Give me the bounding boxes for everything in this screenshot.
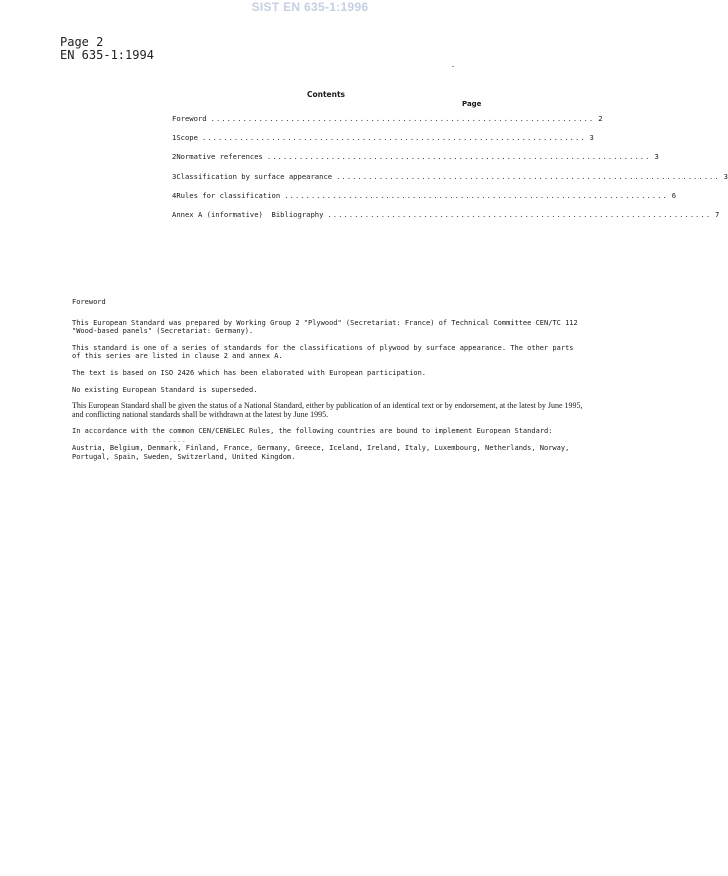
watermark: SIST EN 635-1:1996: [251, 0, 369, 14]
toc-leader-dots: ........................................................................: [266, 152, 651, 162]
toc-entry-page: 3: [723, 171, 728, 181]
foreword-heading: Foreword: [72, 298, 106, 306]
toc-entry-title: Normative references: [176, 152, 263, 162]
foreword-paragraph-cen-rules: In accordance with the common CEN/CENELEC Rules, the following countries are bound to implement European Standard:: [72, 427, 553, 436]
toc-entry-normative-references[interactable]: [172, 152, 659, 171]
foreword-paragraph-national-status: This European Standard shall be given the status of a National Standard, either by publication of an identical text or by endorsement, at the latest by June 1995, and conflicting national standards shall be withdrawn at the latest by June 1995.: [72, 401, 583, 419]
toc-entry-number: 3: [172, 171, 177, 181]
table-of-contents: [172, 114, 728, 229]
foreword-section: [72, 298, 584, 469]
toc-entry-rules[interactable]: [172, 190, 677, 210]
page-header: [60, 36, 154, 62]
scan-mark: ----: [168, 438, 187, 445]
page-column-label: Page: [462, 100, 482, 108]
toc-entry-title: Classification by surface appearance: [176, 171, 333, 181]
toc-entry-annex-a[interactable]: [172, 209, 720, 229]
toc-leader-dots: ........................................................................: [201, 133, 586, 143]
toc-leader-dots: ........................................................................: [210, 114, 595, 123]
toc-entry-page: 3: [589, 133, 594, 143]
toc-entry-foreword[interactable]: [172, 114, 603, 133]
foreword-paragraph-superseded: No existing European Standard is superseded.: [72, 385, 258, 394]
toc-entry-classification[interactable]: [172, 171, 728, 191]
foreword-paragraph-series: This standard is one of a series of standards for the classifications of plywood by surface appearance. The other parts of this series are listed in clause 2 and annex A.: [72, 343, 574, 361]
toc-entry-title: Rules for classification: [176, 190, 281, 200]
toc-entry-number: 1: [172, 133, 177, 143]
foreword-paragraph-countries: Austria, Belgium, Denmark, Finland, France, Germany, Greece, Iceland, Ireland, Italy, Luxembourg, Netherlands, Norway, Portugal, Spain, Sweden, Switzerland, United Kingdom.: [72, 443, 570, 461]
contents-title: Contents: [306, 90, 346, 99]
toc-leader-dots: ........................................................................: [284, 190, 668, 200]
toc-entry-page: 6: [671, 190, 677, 200]
toc-leader-dots: ........................................................................: [336, 171, 720, 181]
toc-entry-number: 2: [172, 152, 177, 162]
toc-entry-page: 7: [715, 209, 720, 219]
toc-entry-number: 4: [172, 190, 177, 200]
toc-leader-dots: ........................................................................: [327, 209, 712, 219]
foreword-paragraph-iso-basis: The text is based on ISO 2426 which has been elaborated with European participation.: [72, 368, 427, 377]
foreword-paragraph-prepared-by: This European Standard was prepared by Working Group 2 "Plywood" (Secretariat: France) of Technical Committee CEN/TC 112 "Wood-based panels" (Secretariat: Germany).: [72, 318, 578, 336]
toc-entry-title: Annex A (informative) Bibliography: [172, 209, 324, 219]
scan-speck: [452, 66, 454, 67]
document-reference: EN 635-1:1994: [60, 48, 154, 62]
toc-entry-title: Foreword: [172, 114, 207, 123]
page-number-label: Page 2: [60, 35, 104, 49]
toc-entry-title: Scope: [176, 133, 198, 143]
toc-entry-page: 2: [598, 114, 603, 123]
toc-entry-page: 3: [654, 152, 659, 162]
toc-entry-scope[interactable]: [172, 133, 594, 152]
